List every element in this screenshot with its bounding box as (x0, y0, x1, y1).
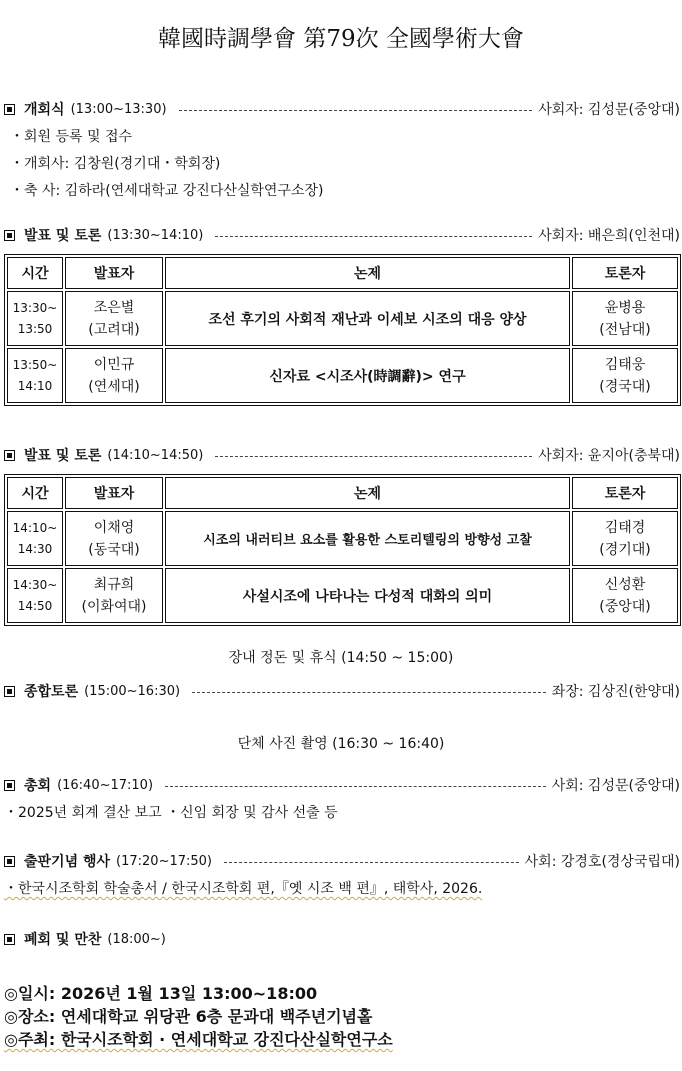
table-header-row (7, 257, 678, 289)
time-start: 13:50~ (12, 357, 58, 372)
speaker-affiliation: (연세대) (88, 378, 140, 395)
square-bullet-icon (4, 934, 15, 945)
section-closing (4, 929, 680, 949)
header-discussant: 토론자 (572, 257, 678, 289)
topic-cell: 사설시조에 나타나는 다성적 대화의 의미 (165, 568, 570, 623)
header-discussant: 토론자 (572, 477, 678, 509)
section-host: 사회: 강경호(경상국립대) (524, 854, 680, 870)
section-session2 (4, 445, 680, 465)
discussant-name: 김태웅 (604, 356, 646, 373)
table-row (7, 348, 678, 403)
topic-cell: 시조의 내러티브 요소를 활용한 스토리텔링의 방향성 고찰 (165, 511, 570, 566)
opening-item: ・회원 등록 및 접수 (10, 129, 133, 145)
section-opening (4, 99, 680, 119)
square-bullet-icon (4, 450, 15, 461)
time-end: 13:50 (17, 321, 53, 336)
square-bullet-icon (4, 230, 15, 241)
time-end: 14:30 (17, 541, 53, 556)
square-bullet-icon (4, 780, 15, 791)
discussant-cell (572, 291, 678, 346)
speaker-affiliation: (고려대) (88, 321, 140, 338)
section-name: 총회 (24, 778, 52, 794)
discussant-cell (572, 348, 678, 403)
section-name: 개회식 (24, 102, 65, 118)
section-time: (17:20~17:50) (116, 853, 212, 869)
header-topic: 논제 (165, 477, 570, 509)
dashed-divider (179, 110, 533, 111)
time-start: 14:30~ (12, 577, 58, 592)
time-cell (7, 568, 63, 623)
square-bullet-icon (4, 686, 15, 697)
event-date: ◎일시: 2026년 1월 13일 13:00~18:00 (4, 984, 318, 1003)
discussant-name: 신성환 (604, 576, 646, 593)
table-header-row (7, 477, 678, 509)
section-name: 종합토론 (24, 684, 79, 700)
event-place: ◎장소: 연세대학교 위당관 6층 문과대 백주년기념홀 (4, 1007, 373, 1026)
speaker-name: 이민규 (93, 356, 135, 373)
dashed-divider (165, 786, 546, 787)
section-discussion (4, 681, 680, 701)
event-organizer: ◎주최: 한국시조학회 · 연세대학교 강진다산실학연구소 (4, 1030, 393, 1049)
time-end: 14:50 (17, 598, 53, 613)
header-speaker: 발표자 (65, 257, 163, 289)
session1-table (4, 254, 681, 406)
square-bullet-icon (4, 856, 15, 867)
table-row (7, 291, 678, 346)
header-time: 시간 (7, 477, 63, 509)
discussant-affiliation: (경기대) (599, 541, 651, 558)
section-time: (16:40~17:10) (57, 777, 154, 793)
time-start: 14:10~ (12, 520, 58, 535)
section-general (4, 775, 680, 795)
opening-item: ・개회사: 김창원(경기대・학회장) (10, 156, 221, 172)
section-time: (13:00~13:30) (70, 101, 167, 117)
section-host: 사회자: 김성문(중앙대) (538, 102, 680, 118)
header-time: 시간 (7, 257, 63, 289)
discussant-name: 윤병용 (604, 299, 646, 316)
topic-cell: 조선 후기의 사회적 재난과 이세보 시조의 대응 양상 (165, 291, 570, 346)
time-end: 14:10 (17, 378, 53, 393)
time-cell (7, 511, 63, 566)
time-start: 13:30~ (12, 300, 58, 315)
break-notice: 장내 정돈 및 휴식 (14:50 ~ 15:00) (228, 650, 454, 666)
speaker-name: 이채영 (93, 519, 135, 536)
session2-table (4, 474, 681, 626)
discussant-name: 김태경 (604, 519, 646, 536)
section-host: 사회자: 배은희(인천대) (538, 228, 680, 244)
section-name: 발표 및 토론 (24, 448, 102, 464)
speaker-name: 최규희 (93, 576, 135, 593)
header-speaker: 발표자 (65, 477, 163, 509)
page-title: 韓國時調學會 第79次 全國學術大會 (158, 26, 524, 52)
discussant-affiliation: (중앙대) (599, 598, 651, 615)
table-row (7, 568, 678, 623)
speaker-affiliation: (동국대) (88, 541, 140, 558)
general-item: ・2025년 회계 결산 보고 ・신임 회장 및 감사 선출 등 (4, 805, 338, 821)
speaker-name: 조은별 (93, 299, 135, 316)
speaker-affiliation: (이화여대) (81, 598, 147, 615)
square-bullet-icon (4, 104, 15, 115)
publication-item: ・한국시조학회 학술총서 / 한국시조학회 편,『옛 시조 백 편』, 태학사, 2026. (4, 881, 483, 897)
discussant-cell (572, 511, 678, 566)
section-time: (14:10~14:50) (107, 447, 204, 463)
section-name: 폐회 및 만찬 (24, 932, 102, 948)
topic-cell: 신자료 <시조사(時調辭)> 연구 (165, 348, 570, 403)
section-publication (4, 851, 680, 871)
section-time: (13:30~14:10) (107, 227, 204, 243)
section-session1 (4, 225, 680, 245)
section-host: 사회자: 윤지아(충북대) (538, 448, 680, 464)
discussant-affiliation: (전남대) (599, 321, 651, 338)
speaker-cell (65, 291, 163, 346)
section-time: (15:00~16:30) (84, 683, 181, 699)
opening-item: ・축 사: 김하라(연세대학교 강진다산실학연구소장) (10, 183, 324, 199)
discussant-cell (572, 568, 678, 623)
dashed-divider (224, 862, 519, 863)
speaker-cell (65, 511, 163, 566)
discussant-affiliation: (경국대) (599, 378, 651, 395)
dashed-divider (215, 236, 532, 237)
time-cell (7, 291, 63, 346)
speaker-cell (65, 348, 163, 403)
dashed-divider (215, 456, 532, 457)
photo-notice: 단체 사진 촬영 (16:30 ~ 16:40) (237, 736, 445, 752)
table-row (7, 511, 678, 566)
section-time: (18:00~) (107, 931, 166, 947)
section-host: 좌장: 김상진(한양대) (551, 684, 680, 700)
time-cell (7, 348, 63, 403)
speaker-cell (65, 568, 163, 623)
section-host: 사회: 김성문(중앙대) (551, 778, 680, 794)
section-name: 발표 및 토론 (24, 228, 102, 244)
section-name: 출판기념 행사 (24, 854, 111, 870)
dashed-divider (192, 692, 546, 693)
header-topic: 논제 (165, 257, 570, 289)
